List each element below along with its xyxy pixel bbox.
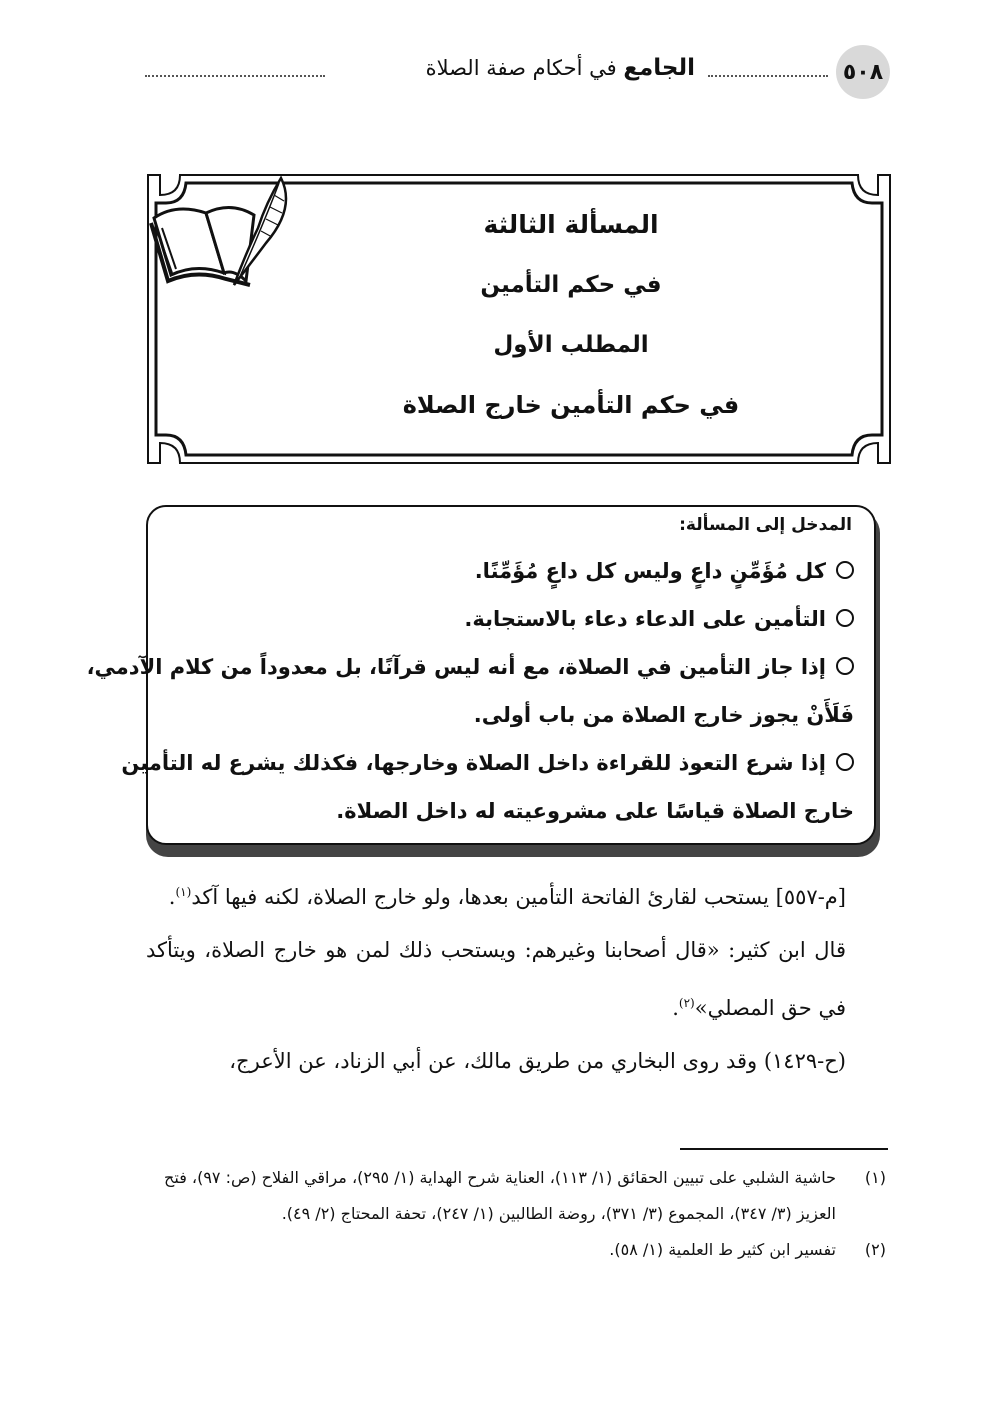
header-dots-left xyxy=(145,75,325,77)
bullet-line: كل مُؤَمِّنٍ داعٍ وليس كل داعٍ مُؤَمِّنًا. xyxy=(166,547,854,595)
bullet-line: إذا شرع التعوذ للقراءة داخل الصلاة وخارجها، فكذلك يشرع له التأمين xyxy=(166,739,854,787)
footnote-text: تفسير ابن كثير ط العلمية (١/ ٥٨). xyxy=(609,1240,836,1259)
circle-bullet-icon xyxy=(836,561,854,579)
body-paragraph: (ح-١٤٢٩) وقد روى البخاري من طريق مالك، عن أبي الزناد، عن الأعرج، xyxy=(229,1049,846,1073)
body-paragraph: قال ابن كثير: «قال أصحابنا وغيرهم: ويستحب ذلك لمن هو خارج الصلاة، ويتأكد في حق المصلي»$^{(٢)}$. xyxy=(146,938,846,1020)
page-number: ٥٠٨ xyxy=(836,45,890,99)
running-title-bold: الجامع xyxy=(623,55,695,81)
title-frame xyxy=(146,173,892,465)
book-and-quill-icon xyxy=(146,173,296,291)
header-dots-right xyxy=(708,75,828,77)
bullet-line: إذا جاز التأمين في الصلاة، مع أنه ليس قرآنًا، بل معدوداً من كلام الآدمي، xyxy=(166,643,854,691)
footnote-number: (٢) xyxy=(864,1240,886,1259)
footnote-text: حاشية الشلبي على تبيين الحقائق (١/ ١١٣)، العناية شرح الهداية (١/ ٢٩٥)، مراقي الفلاح (ص: ٩٧)، فتح العزيز (٣/ ٣٤٧)، المجموع (٣/ ٣٧١)، روضة الطالبين (١/ ٢٤٧)، تحفة المحتاج (٢/ ٤٩). xyxy=(164,1168,836,1223)
intro-heading: المدخل إلى المسألة: xyxy=(679,515,852,535)
circle-bullet-icon xyxy=(836,753,854,771)
bullet-line: التأمين على الدعاء دعاء بالاستجابة. xyxy=(166,595,854,643)
body-text xyxy=(146,866,886,1088)
issue-subtitle: في حكم التأمين xyxy=(480,272,662,298)
circle-bullet-icon xyxy=(836,609,854,627)
footnote xyxy=(146,1232,886,1268)
intro-box-inner xyxy=(86,505,876,845)
section-subtitle: في حكم التأمين خارج الصلاة xyxy=(402,391,740,419)
footnotes xyxy=(146,1160,886,1268)
footnote-ref[interactable]: (٢) xyxy=(678,996,695,1010)
body-paragraph: [م-٥٥٧] يستحب لقارئ الفاتحة التأمين بعدها، ولو خارج الصلاة، لكنه فيها آكد$^{(١)}$. xyxy=(168,885,846,909)
footnote-number: (١) xyxy=(864,1168,886,1187)
title-lines xyxy=(396,195,746,435)
intro-box xyxy=(86,505,880,851)
footnote xyxy=(146,1160,886,1232)
footnote-rule xyxy=(680,1148,888,1150)
page-header xyxy=(140,45,890,101)
intro-bullets xyxy=(86,547,854,835)
bullet-line-continued: فَلَأَنْ يجوز خارج الصلاة من باب أولى. xyxy=(473,703,854,727)
issue-title: المسألة الثالثة xyxy=(483,210,659,239)
footnote-ref[interactable]: (١) xyxy=(175,885,192,899)
circle-bullet-icon xyxy=(836,657,854,675)
running-title xyxy=(426,55,695,81)
running-title-rest: في أحكام صفة الصلاة xyxy=(425,56,624,80)
section-title: المطلب الأول xyxy=(493,332,649,358)
bullet-line-continued: خارج الصلاة قياسًا على مشروعيته له داخل الصلاة. xyxy=(336,799,854,823)
